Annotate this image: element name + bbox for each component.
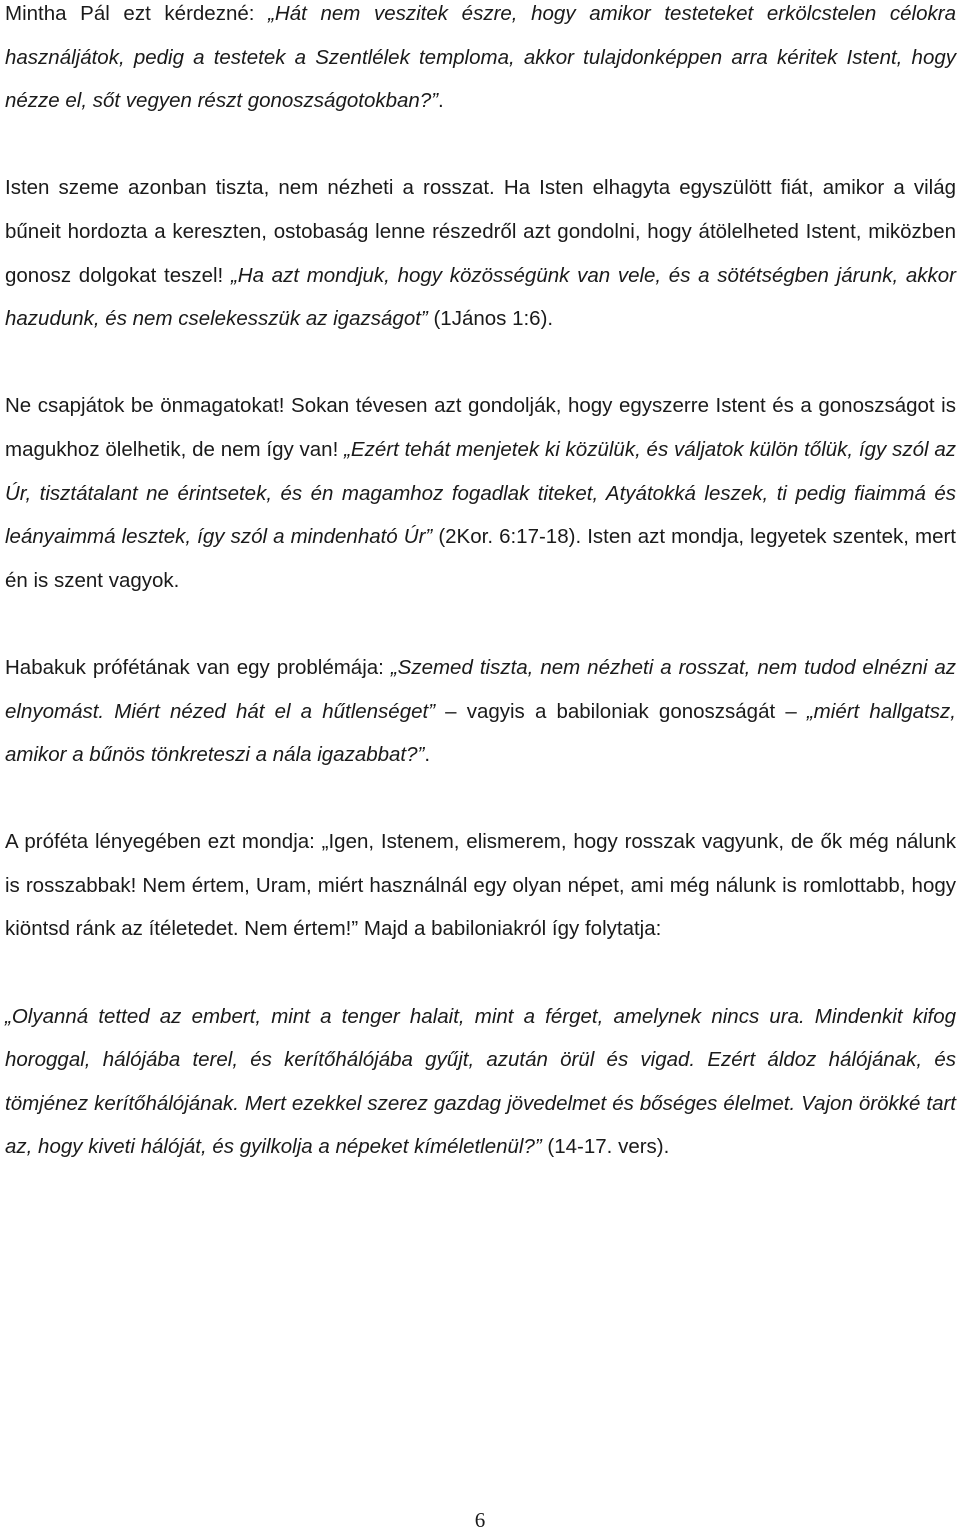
paragraph-3	[5, 384, 956, 602]
paragraph-2	[5, 166, 956, 340]
paragraph-1	[5, 0, 956, 123]
paragraph-4-text: Habakuk prófétának van egy problémája:	[5, 655, 391, 679]
paragraph-3-quote: „Ezért tehát menjetek ki közülük, és váljatok külön tőlük, így szól az Úr, tisztátalant ne érintsetek, és én magamhoz fogadlak titeket, Atyátokká leszek, ti pedig fiaimmá és leányaimmá lesztek, így szól a mindenható Úr”	[5, 437, 956, 549]
paragraph-3-tail: (2Kor. 6:17-18). Isten azt mondja, legyetek szentek, mert én is szent vagyok.	[5, 525, 956, 592]
paragraph-6-quote: „Olyanná tetted az embert, mint a tenger halait, mint a férget, amelynek nincs ura. Mindenkit kifog horoggal, hálójába terel, és kerítőhálójába gyűjt, azután örül és vigad. Ezért áldoz hálójának, és tömjénez kerítőhálójának. Mert ezekkel szerez gazdag jövedelmet és bőséges élelmet. Vajon örökké tart az, hogy kiveti hálóját, és gyilkolja a népeket kíméletlenül?”	[5, 1004, 956, 1159]
paragraph-5	[5, 820, 956, 951]
paragraph-4-quote-1: „Szemed tiszta, nem nézheti a rosszat, nem tudod elnézni az elnyomást. Miért nézed hát el a hűtlenséget”	[5, 655, 957, 723]
paragraph-1-tail: .	[438, 89, 444, 113]
paragraph-6	[5, 995, 956, 1169]
paragraph-3-text: Ne csapjátok be önmagatokat! Sokan tévesen azt gondolják, hogy egyszerre Istent és a gonoszságot is magukhoz ölelhetik, de nem így van!	[5, 394, 956, 461]
paragraph-4-tail: .	[424, 743, 431, 767]
paragraph-4	[5, 646, 956, 777]
paragraph-6-reference: (14-17. vers).	[541, 1135, 670, 1159]
paragraph-1-quote: „Hát nem veszitek észre, hogy amikor testeteket erkölcstelen célokra használjátok, pedig a testetek a Szentlélek temploma, akkor tulajdonképpen arra kéritek Istent, hogy nézze el, sőt vegyen részt gonoszságotokban?”	[5, 2, 956, 113]
paragraph-4-quote-2: „miért hallgatsz, amikor a bűnös tönkreteszi a nála igazabbat?”	[5, 699, 956, 767]
paragraph-2-quote: „Ha azt mondjuk, hogy közösségünk van vele, és a sötétségben járunk, akkor hazudunk, és nem cselekesszük az igazságot”	[5, 263, 956, 331]
paragraph-5-text: A próféta lényegében ezt mondja: „Igen, Istenem, elismerem, hogy rosszak vagyunk, de ők még nálunk is rosszabbak! Nem értem, Uram, miért használnál egy olyan népet, ami még nálunk is romlottabb, hogy kiöntsd ránk az ítéletedet. Nem értem!” Majd a babiloniakról így folytatja:	[5, 830, 956, 941]
paragraph-4-aside: – vagyis a babiloniak gonoszságát –	[435, 699, 807, 723]
paragraph-2-reference: (1János 1:6).	[427, 307, 554, 331]
page-number: 6	[474, 1508, 486, 1532]
paragraph-1-text: Mintha Pál ezt kérdezné:	[5, 2, 269, 25]
paragraph-2-text: Isten szeme azonban tiszta, nem nézheti a rosszat. Ha Isten elhagyta egyszülött fiát, amikor a világ bűneit hordozta a kereszten, ostobaság lenne részedről azt gondolni, hogy átölelheted Istent, miközben gonosz dolgokat teszel!	[5, 176, 956, 287]
document-body	[5, 0, 956, 1169]
